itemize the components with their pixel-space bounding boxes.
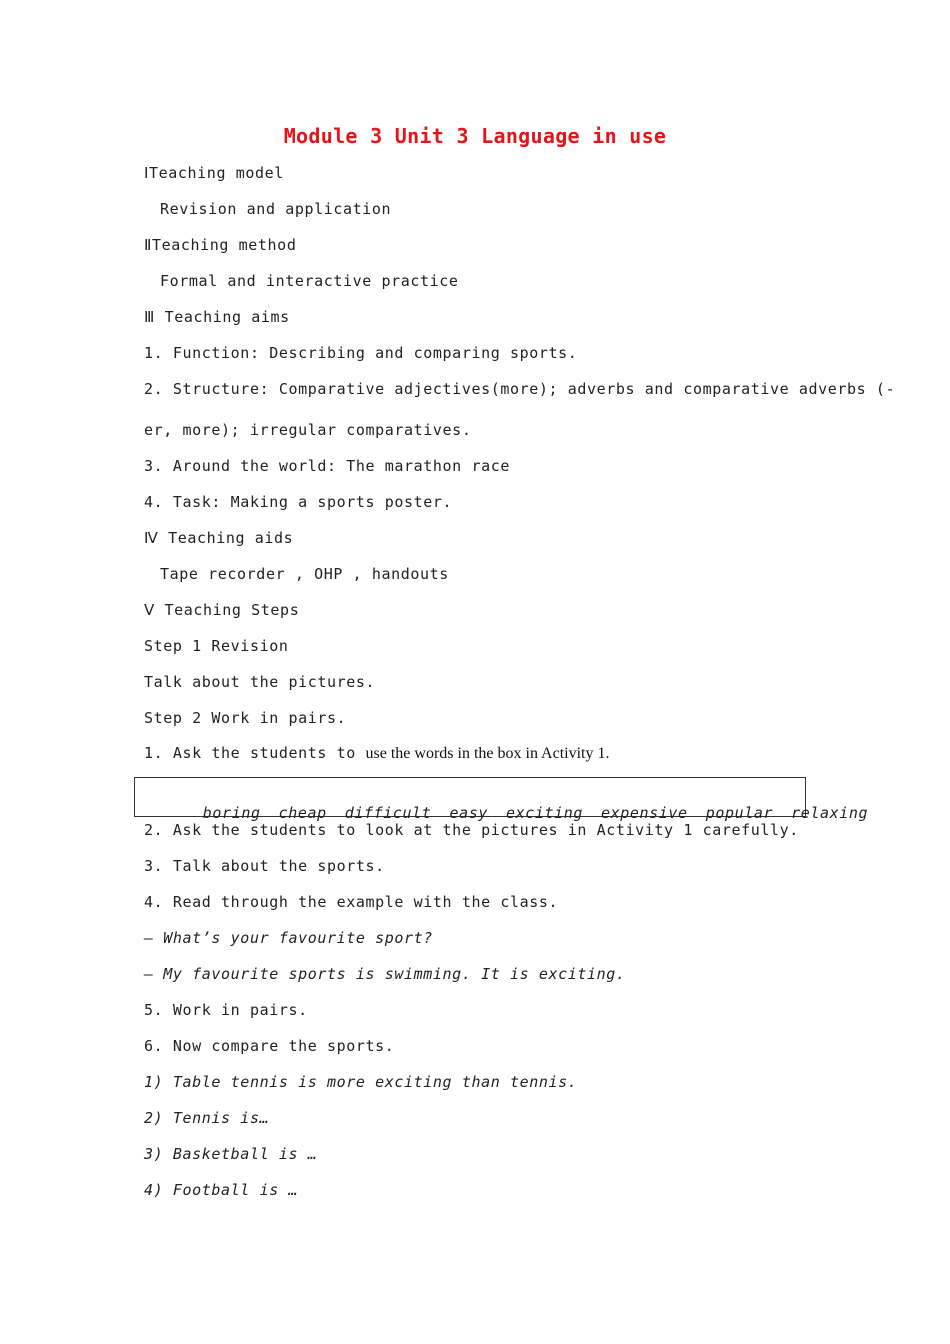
teaching-aids-text: Tape recorder , OHP , handouts	[160, 565, 449, 583]
word-expensive: expensive	[601, 804, 688, 822]
step-item: 2. Ask the students to look at the pictures in Activity 1 carefully.	[144, 821, 799, 839]
comparison-item: 2) Tennis is…	[144, 1109, 270, 1127]
step-item-suffix: use the words in the box in Activity 1.	[365, 745, 610, 762]
teaching-aids-heading: Ⅳ Teaching aids	[144, 529, 294, 547]
teaching-aims-heading: Ⅲ Teaching aims	[144, 308, 290, 326]
step-2-heading: Step 2 Work in pairs.	[144, 709, 347, 727]
teaching-steps-heading: Ⅴ Teaching Steps	[144, 601, 300, 619]
teaching-method-heading: ⅡTeaching method	[144, 236, 297, 254]
word-popular: popular	[705, 804, 774, 822]
word-easy: easy	[449, 804, 488, 822]
teaching-model-text: Revision and application	[160, 200, 392, 218]
word-cheap: cheap	[278, 804, 327, 822]
comparison-item: 1) Table tennis is more exciting than tennis.	[144, 1073, 578, 1091]
aim-item: 1. Function: Describing and comparing sports.	[144, 344, 578, 362]
dialogue-line: — My favourite sports is swimming. It is exciting.	[144, 965, 626, 983]
teaching-method-text: Formal and interactive practice	[160, 272, 459, 290]
step-item	[144, 743, 610, 764]
word-exciting: exciting	[505, 804, 584, 822]
word-difficult: difficult	[344, 804, 432, 822]
dialogue-line: — What’s your favourite sport?	[144, 929, 433, 947]
step-item: 3. Talk about the sports.	[144, 857, 385, 875]
teaching-model-heading: ⅠTeaching model	[144, 164, 284, 182]
step-item: 4. Read through the example with the class.	[144, 893, 559, 911]
aim-item: 3. Around the world: The marathon race	[144, 457, 510, 475]
word-boring: boring	[202, 804, 261, 822]
comparison-item: 3) Basketball is …	[144, 1145, 318, 1163]
step-item: 5. Work in pairs.	[144, 1001, 308, 1019]
aim-item: 2. Structure: Comparative adjectives(more); adverbs and comparative adverbs (-	[144, 380, 896, 398]
aim-item-continued: er, more); irregular comparatives.	[144, 421, 472, 439]
step-item-prefix: 1. Ask the students to	[144, 744, 366, 762]
aim-item: 4. Task: Making a sports poster.	[144, 493, 453, 511]
step-item: 6. Now compare the sports.	[144, 1037, 395, 1055]
word-box	[134, 777, 869, 822]
step-1-text: Talk about the pictures.	[144, 673, 376, 691]
document-title: Module 3 Unit 3 Language in use	[283, 124, 667, 148]
word-relaxing: relaxing	[791, 804, 869, 822]
comparison-item: 4) Football is …	[144, 1181, 299, 1199]
step-1-heading: Step 1 Revision	[144, 637, 289, 655]
